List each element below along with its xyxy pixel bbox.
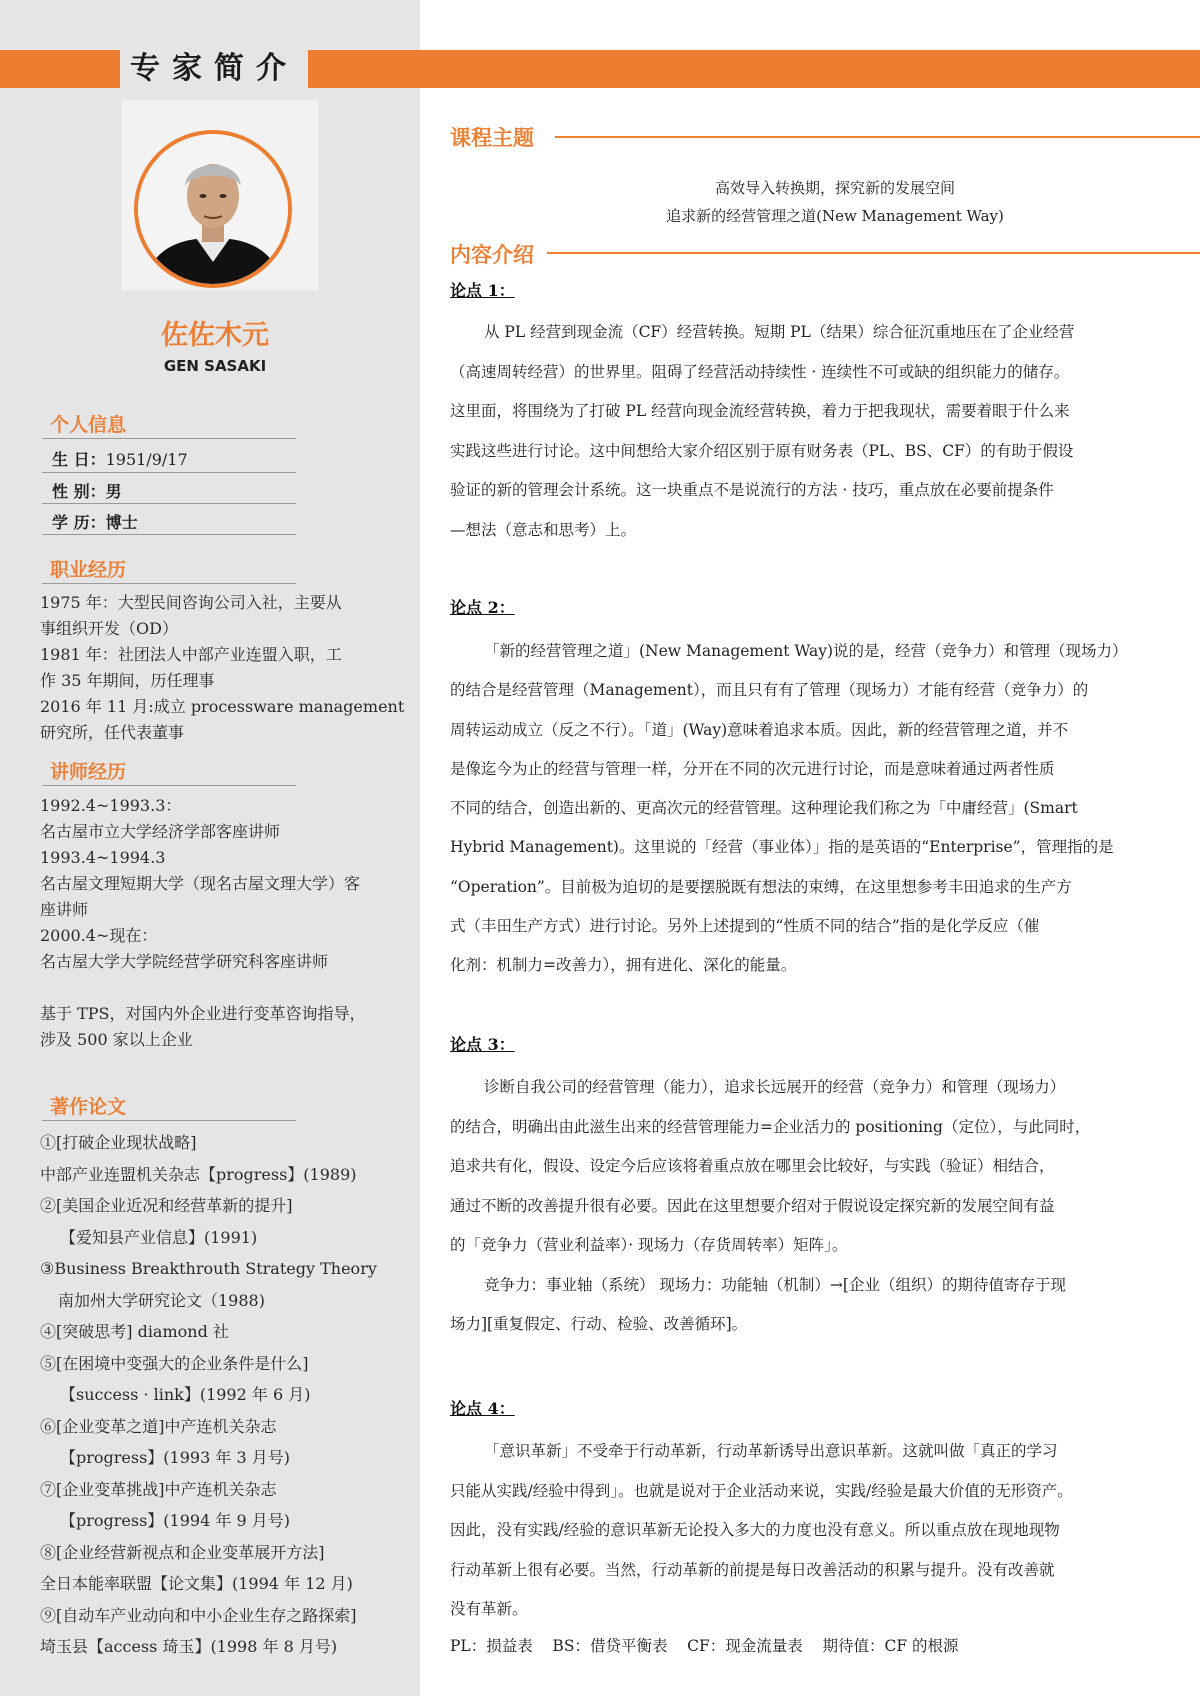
career-line: 2016 年 11 月:成立 processware management (40, 697, 405, 716)
point-4-body (450, 1432, 1162, 1630)
career-line: 1975 年：大型民间咨询公司入社，主要从 (40, 593, 342, 612)
career-line: 1981 年：社团法人中部产业连盟入职，工 (40, 645, 342, 664)
divider (42, 1120, 296, 1121)
glossary-footnote: PL：损益表 BS：借贷平衡表 CF：现金流量表 期待值：CF 的根源 (450, 1637, 959, 1655)
paragraph-line: Hybrid Management)。这里说的「经营（事业体）」指的是英语的“Enterprise”，管理指的是 (450, 838, 1114, 857)
paragraph-line: 的结合，明确出由此滋生出来的经营管理能力=企业活力的 positioning（定位），与此同时， (450, 1117, 1091, 1136)
paragraph-line: 实践这些进行讨论。这中间想给大家介绍区别于原有财务表（PL、BS、CF）的有助于假设 (450, 441, 1074, 460)
publication-line: 【success · link】(1992 年 6 月) (60, 1385, 311, 1404)
lecturer-line: 涉及 500 家以上企业 (40, 1030, 193, 1049)
paragraph-line: 是像迄今为止的经营与管理一样，分开在不同的次元进行讨论，而是意味着通过两者性质 (450, 759, 1055, 778)
paragraph-line: 追求共有化，假设、设定今后应该将着重点放在哪里会比较好，与实践（验证）相结合， (450, 1157, 1055, 1175)
paragraph-line: 通过不断的改善提升很有必要。因此在这里想要介绍对于假说设定探究新的发展空间有益 (450, 1196, 1055, 1215)
course-theme-line: 追求新的经营管理之道(New Management Way) (666, 207, 1004, 225)
paragraph-line: 行动革新上很有必要。当然，行动革新的前提是每日改善活动的积累与提升。没有改善就 (450, 1560, 1055, 1579)
course-theme-line: 高效导入转换期，探究新的发展空间 (714, 179, 955, 197)
lecturer-line: 1993.4~1994.3 (40, 848, 166, 867)
point-3-title: 论点 3： (450, 1035, 515, 1054)
divider (42, 503, 296, 504)
info-value: 男 (105, 482, 122, 501)
paragraph-line: 的「竞争力（营业利益率）· 现场力（存货周转率）矩阵」。 (450, 1236, 848, 1254)
page-title: 专家简介 (130, 51, 298, 86)
career-line: 事组织开发（OD） (40, 619, 178, 638)
career-line: 研究所，任代表董事 (40, 723, 185, 742)
point-3-body (450, 1068, 1162, 1345)
paragraph-line: —想法（意志和思考）上。 (450, 520, 637, 539)
paragraph-line: 式（丰田生产方式）进行讨论。另外上述提到的“性质不同的结合”指的是化学反应（催 (450, 917, 1040, 936)
paragraph-line: 周转运动成立（反之不行）。「道」(Way)意味着追求本质。因此，新的经营管理之道，并不 (450, 720, 1069, 739)
paragraph-line: 只能从实践/经验中得到」。也就是说对于企业活动来说，实践/经验是最大价值的无形资产。 (450, 1481, 1073, 1500)
info-label: 性 别： (52, 482, 106, 501)
paragraph-line: 「意识革新」不受牵于行动革新，行动革新诱导出意识革新。这就叫做「真正的学习 (484, 1442, 1058, 1460)
publication-line: 中部产业连盟机关杂志【progress】(1989) (40, 1164, 357, 1184)
course-theme-heading: 课程主题 (450, 125, 534, 150)
point-1-title: 论点 1： (450, 281, 515, 300)
lecturer-line: 座讲师 (40, 900, 89, 919)
lecturer-line: 名古屋市立大学经济学部客座讲师 (40, 822, 281, 841)
paragraph-line: 诊断自我公司的经营管理（能力），追求长远展开的经营（竞争力）和管理（现场力） (484, 1078, 1066, 1096)
lecturer-heading: 讲师经历 (50, 761, 127, 783)
publication-line: 【progress】(1994 年 9 月号) (60, 1511, 290, 1530)
header-band-right (308, 50, 1200, 88)
divider (42, 785, 296, 786)
point-4-title: 论点 4： (450, 1399, 515, 1418)
profile-name-en: GEN SASAKI (163, 357, 267, 375)
publication-line: 全日本能率联盟【论文集】(1994 年 12 月) (40, 1574, 353, 1593)
paragraph-line: 验证的新的管理会计系统。这一块重点不是说流行的方法 · 技巧，重点放在必要前提条件 (450, 481, 1054, 499)
paragraph-line: 化剂：机制力=改善力），拥有进化、深化的能量。 (450, 956, 797, 975)
paragraph-line: 这里面，将围绕为了打破 PL 经营向现金流经营转换，着力于把我现状，需要着眼于什么来 (450, 402, 1070, 420)
publication-line: ⑧[企业经营新视点和企业变革展开方法] (40, 1542, 325, 1562)
personal-info-heading: 个人信息 (50, 414, 127, 436)
paragraph-line: 「新的经营管理之道」(New Management Way)说的是，经营（竞争力）和管理（现场力） (484, 642, 1128, 660)
publication-line: 【爱知县产业信息】(1991) (60, 1227, 258, 1247)
lecturer-list (40, 793, 400, 1053)
course-theme (450, 174, 1200, 230)
point-2-body (450, 632, 1162, 986)
publication-line: ④[突破思考] diamond 社 (40, 1322, 229, 1341)
divider (42, 438, 296, 439)
publications-list (40, 1127, 400, 1663)
header-band-left (0, 50, 120, 88)
lecturer-line (40, 975, 400, 1001)
lecturer-line: 2000.4~现在： (40, 926, 158, 945)
publication-line: ②[美国企业近况和经营革新的提升] (40, 1196, 293, 1215)
career-line: 作 35 年期间，历任理事 (40, 671, 215, 690)
info-value: 1951/9/17 (105, 450, 188, 469)
publication-line: ⑤[在困境中变强大的企业条件是什么] (40, 1353, 309, 1373)
publication-line: ⑥[企业变革之道]中产连机关杂志 (40, 1416, 277, 1436)
publication-line: ③Business Breakthrouth Strategy Theory (40, 1259, 377, 1278)
publications-heading: 著作论文 (50, 1096, 127, 1118)
publication-line: 南加州大学研究论文（1988) (58, 1290, 265, 1310)
info-label: 生 日： (52, 450, 106, 469)
point-1-body (450, 313, 1162, 550)
career-list (40, 590, 405, 746)
profile-name-cn: 佐佐木元 (161, 320, 269, 351)
paragraph-line: 没有革新。 (450, 1600, 528, 1618)
info-value: 博士 (105, 513, 138, 532)
info-row-birthday (52, 447, 188, 470)
paragraph-line: 竞争力：事业轴（系统） 现场力：功能轴（机制）→[企业（组织）的期待值寄存于现 (484, 1275, 1066, 1294)
paragraph-line: 因此，没有实践/经验的意识革新无论投入多大的力度也没有意义。所以重点放在现地现物 (450, 1521, 1060, 1539)
info-label: 学 历： (52, 513, 106, 532)
paragraph-line: 不同的结合，创造出新的、更高次元的经营管理。这种理论我们称之为「中庸经营」(Smart (450, 799, 1078, 818)
divider (42, 472, 296, 473)
info-row-gender (52, 479, 122, 502)
lecturer-line: 基于 TPS，对国内外企业进行变革咨询指导， (40, 1004, 366, 1023)
paragraph-line: （高速周转经营）的世界里。阻碍了经营活动持续性 · 连续性不可或缺的组织能力的储存。 (450, 362, 1070, 381)
publication-line: ①[打破企业现状战略] (40, 1133, 197, 1152)
heading-rule (555, 136, 1200, 138)
paragraph-line: 场力][重复假定、行动、检验、改善循环]。 (450, 1315, 748, 1333)
paragraph-line: 从 PL 经营到现金流（CF）经营转换。短期 PL（结果）综合征沉重地压在了企业经营 (484, 323, 1075, 341)
publication-line: 【progress】(1993 年 3 月号) (60, 1448, 290, 1467)
divider (42, 583, 296, 584)
heading-rule (547, 252, 1200, 254)
point-2-title: 论点 2： (450, 598, 515, 617)
portrait-photo (134, 130, 292, 288)
publication-line: 埼玉县【access 琦玉】(1998 年 8 月号) (40, 1637, 338, 1656)
lecturer-line: 1992.4~1993.3： (40, 796, 182, 815)
info-row-education (52, 510, 138, 533)
divider (42, 534, 296, 535)
publication-line: ⑦[企业变革挑战]中产连机关杂志 (40, 1479, 277, 1499)
paragraph-line: 的结合是经营管理（Management），而且只有有了管理（现场力）才能有经营（竞争力）的 (450, 681, 1089, 700)
content-intro-heading: 内容介绍 (450, 242, 534, 267)
lecturer-line: 名古屋文理短期大学（现名古屋文理大学）客 (40, 874, 361, 893)
paragraph-line: “Operation”。目前极为迫切的是要摆脱既有想法的束缚，在这里想参考丰田追求的生产方 (450, 877, 1072, 896)
publication-line: ⑨[自动车产业动向和中小企业生存之路探索] (40, 1605, 357, 1625)
career-heading: 职业经历 (50, 559, 127, 581)
lecturer-line: 名古屋大学大学院经营学研究科客座讲师 (40, 952, 329, 971)
